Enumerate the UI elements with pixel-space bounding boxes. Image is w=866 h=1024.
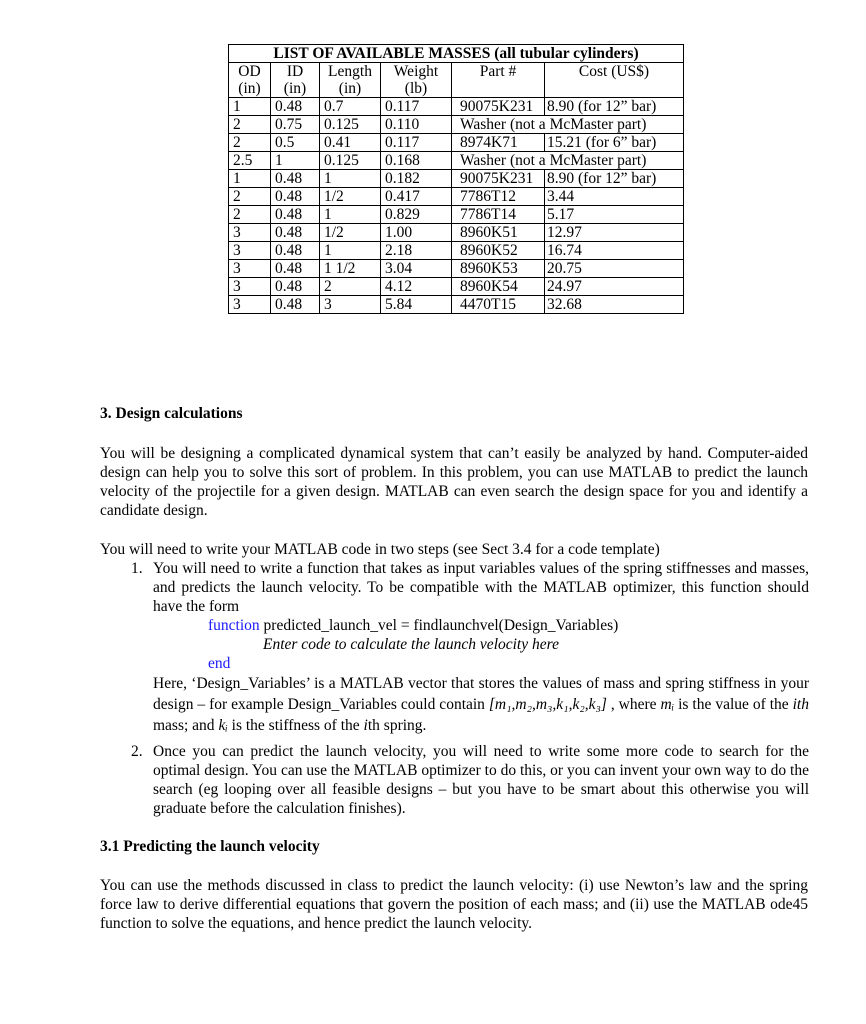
cell-weight: 0.417: [381, 188, 452, 206]
masses-table: [228, 44, 684, 314]
code-keyword-function: function: [208, 617, 260, 634]
table-row: [229, 278, 684, 296]
cell-length: 0.125: [320, 152, 381, 170]
table-row: [229, 206, 684, 224]
cell-od: 3: [229, 260, 271, 278]
text: is the stiffness of the: [227, 717, 364, 734]
predicting-paragraph: You can use the methods discussed in class to predict the launch velocity: (i) use Newton’s law and the spring force law to derive differential equations that govern the position of each mass; and (ii) use the MATLAB ode45 function to solve the equations, and hence predict the launch velocity.: [100, 877, 808, 932]
section-heading-design-calculations: 3. Design calculations: [100, 405, 243, 422]
cell-od: 2.5: [229, 152, 271, 170]
cell-cost: 16.74: [545, 242, 684, 260]
cell-od: 3: [229, 278, 271, 296]
cell-od: 3: [229, 224, 271, 242]
code-keyword-end: end: [208, 655, 231, 672]
header-unit: (in): [283, 80, 307, 97]
cell-cost: 24.97: [545, 278, 684, 296]
cell-length: 2: [320, 278, 381, 296]
cell-cost: 20.75: [545, 260, 684, 278]
cell-length: 3: [320, 296, 381, 314]
cell-id: 1: [271, 152, 320, 170]
header-label: OD: [238, 63, 261, 80]
cell-part-number: 4470T15: [452, 296, 545, 314]
header-part: [452, 63, 545, 98]
header-weight: [381, 63, 452, 98]
header-label: Cost (US$): [578, 63, 650, 80]
text: mass; and: [153, 717, 219, 734]
cell-length: 1: [320, 206, 381, 224]
cell-od: 2: [229, 206, 271, 224]
cell-length: 1: [320, 170, 381, 188]
header-label: Part #: [479, 63, 517, 80]
cell-weight: 0.117: [381, 98, 452, 116]
cell-weight: 5.84: [381, 296, 452, 314]
cell-od: 3: [229, 242, 271, 260]
code-function-line: [153, 616, 809, 635]
section-heading-predicting-launch-velocity: 3.1 Predicting the launch velocity: [100, 838, 320, 855]
cell-part-number: 8974K71: [452, 134, 545, 152]
cell-weight: 2.18: [381, 242, 452, 260]
header-label: Weight: [393, 63, 439, 80]
cell-part-number: 7786T14: [452, 206, 545, 224]
table-row: [229, 134, 684, 152]
step-1-text: You will need to write a function that takes as input variables values of the spring stiffnesses and masses, and predicts the launch velocity. To be compatible with the MATLAB optimizer, this function should have the form: [153, 560, 809, 615]
cell-cost: 15.21 (for 6” bar): [545, 134, 684, 152]
cell-weight: 0.110: [381, 116, 452, 134]
cell-length: 0.125: [320, 116, 381, 134]
cell-od: 1: [229, 170, 271, 188]
cell-length: 1 1/2: [320, 260, 381, 278]
cell-length: 1/2: [320, 224, 381, 242]
table-row: [229, 188, 684, 206]
cell-od: 2: [229, 134, 271, 152]
header-unit: (lb): [404, 80, 428, 97]
table-row: [229, 224, 684, 242]
text-ith: ith: [792, 696, 809, 713]
header-cost: [545, 63, 684, 98]
table-row: [229, 242, 684, 260]
header-unit: (in): [238, 80, 261, 97]
cell-cost: 5.17: [545, 206, 684, 224]
cell-cost: 32.68: [545, 296, 684, 314]
cell-weight: 4.12: [381, 278, 452, 296]
cell-id: 0.48: [271, 206, 320, 224]
text: is the value of the: [674, 696, 793, 713]
cell-cost: 8.90 (for 12” bar): [545, 98, 684, 116]
table-row: [229, 296, 684, 314]
table-title-row: [229, 45, 684, 63]
cell-cost: 3.44: [545, 188, 684, 206]
cell-length: 0.7: [320, 98, 381, 116]
step-2: [131, 742, 809, 818]
cell-id: 0.48: [271, 170, 320, 188]
cell-od: 1: [229, 98, 271, 116]
cell-part-number: 90075K231: [452, 170, 545, 188]
design-variables-explanation: [153, 673, 809, 736]
cell-weight: 0.182: [381, 170, 452, 188]
cell-id: 0.48: [271, 224, 320, 242]
step-1: [131, 559, 809, 736]
cell-part-number: 90075K231: [452, 98, 545, 116]
text-i: i: [363, 717, 368, 734]
table-row: [229, 170, 684, 188]
header-od: [229, 63, 271, 98]
code-comment: Enter code to calculate the launch velocity here: [263, 636, 559, 653]
table-row: [229, 152, 684, 170]
step-2-text: Once you can predict the launch velocity, you will need to write some more code to search for the optimal design. You can use the MATLAB optimizer to do this, or you can invent your own way to do the search (eg looping over all feasible designs – but you have to be smart about this otherwise you will graduate before the calculation finishes).: [153, 743, 809, 817]
cell-id: 0.5: [271, 134, 320, 152]
cell-part-number: 8960K51: [452, 224, 545, 242]
cell-part-number: 8960K52: [452, 242, 545, 260]
cell-cost: 8.90 (for 12” bar): [545, 170, 684, 188]
text: , where: [606, 696, 661, 713]
text: th spring.: [367, 717, 427, 734]
cell-id: 0.48: [271, 260, 320, 278]
cell-length: 1/2: [320, 188, 381, 206]
cell-id: 0.48: [271, 98, 320, 116]
cell-part-number: 8960K54: [452, 278, 545, 296]
cell-weight: 0.168: [381, 152, 452, 170]
cell-washer-note: Washer (not a McMaster part): [452, 152, 684, 170]
cell-id: 0.48: [271, 296, 320, 314]
math-vector: [m₁,m₂,m₃,k₁,k₂,k₃]: [488, 696, 607, 713]
cell-weight: 0.829: [381, 206, 452, 224]
cell-length: 0.41: [320, 134, 381, 152]
cell-cost: 12.97: [545, 224, 684, 242]
steps-intro: You will need to write your MATLAB code in two steps (see Sect 3.4 for a code template): [100, 541, 660, 558]
table-row: [229, 260, 684, 278]
code-signature: predicted_launch_vel = findlaunchvel(Design_Variables): [263, 617, 619, 634]
math-k-i: kᵢ: [218, 717, 228, 734]
header-unit: (in): [338, 80, 362, 97]
cell-part-number: 7786T12: [452, 188, 545, 206]
intro-paragraph: You will be designing a complicated dynamical system that can’t easily be analyzed by hand. Computer-aided design can help you to solve this sort of problem. In this problem, you can use MATLAB to predict the launch velocity of the projectile for a given design. MATLAB can even search the design space for you and identify a candidate design.: [100, 445, 808, 519]
cell-id: 0.48: [271, 188, 320, 206]
table-header-row: [229, 63, 684, 98]
cell-od: 2: [229, 116, 271, 134]
table-row: [229, 98, 684, 116]
step-number: 1.: [131, 560, 143, 577]
cell-od: 2: [229, 188, 271, 206]
cell-od: 3: [229, 296, 271, 314]
cell-part-number: 8960K53: [452, 260, 545, 278]
table-row: [229, 116, 684, 134]
cell-weight: 0.117: [381, 134, 452, 152]
header-label: ID: [286, 63, 304, 80]
cell-id: 0.75: [271, 116, 320, 134]
header-label: Length: [328, 63, 372, 80]
table-title: LIST OF AVAILABLE MASSES (all tubular cylinders): [229, 45, 684, 63]
cell-washer-note: Washer (not a McMaster part): [452, 116, 684, 134]
header-id: [271, 63, 320, 98]
cell-id: 0.48: [271, 242, 320, 260]
header-length: [320, 63, 381, 98]
text: Here, ‘Design_Variables’ is a MATLAB vector that stores the values of mass and spring stiffness in your design – for example Design_Variables could contain: [153, 675, 809, 713]
step-number: 2.: [131, 743, 143, 760]
cell-weight: 1.00: [381, 224, 452, 242]
cell-id: 0.48: [271, 278, 320, 296]
math-m-i: mᵢ: [660, 696, 675, 713]
cell-length: 1: [320, 242, 381, 260]
cell-weight: 3.04: [381, 260, 452, 278]
